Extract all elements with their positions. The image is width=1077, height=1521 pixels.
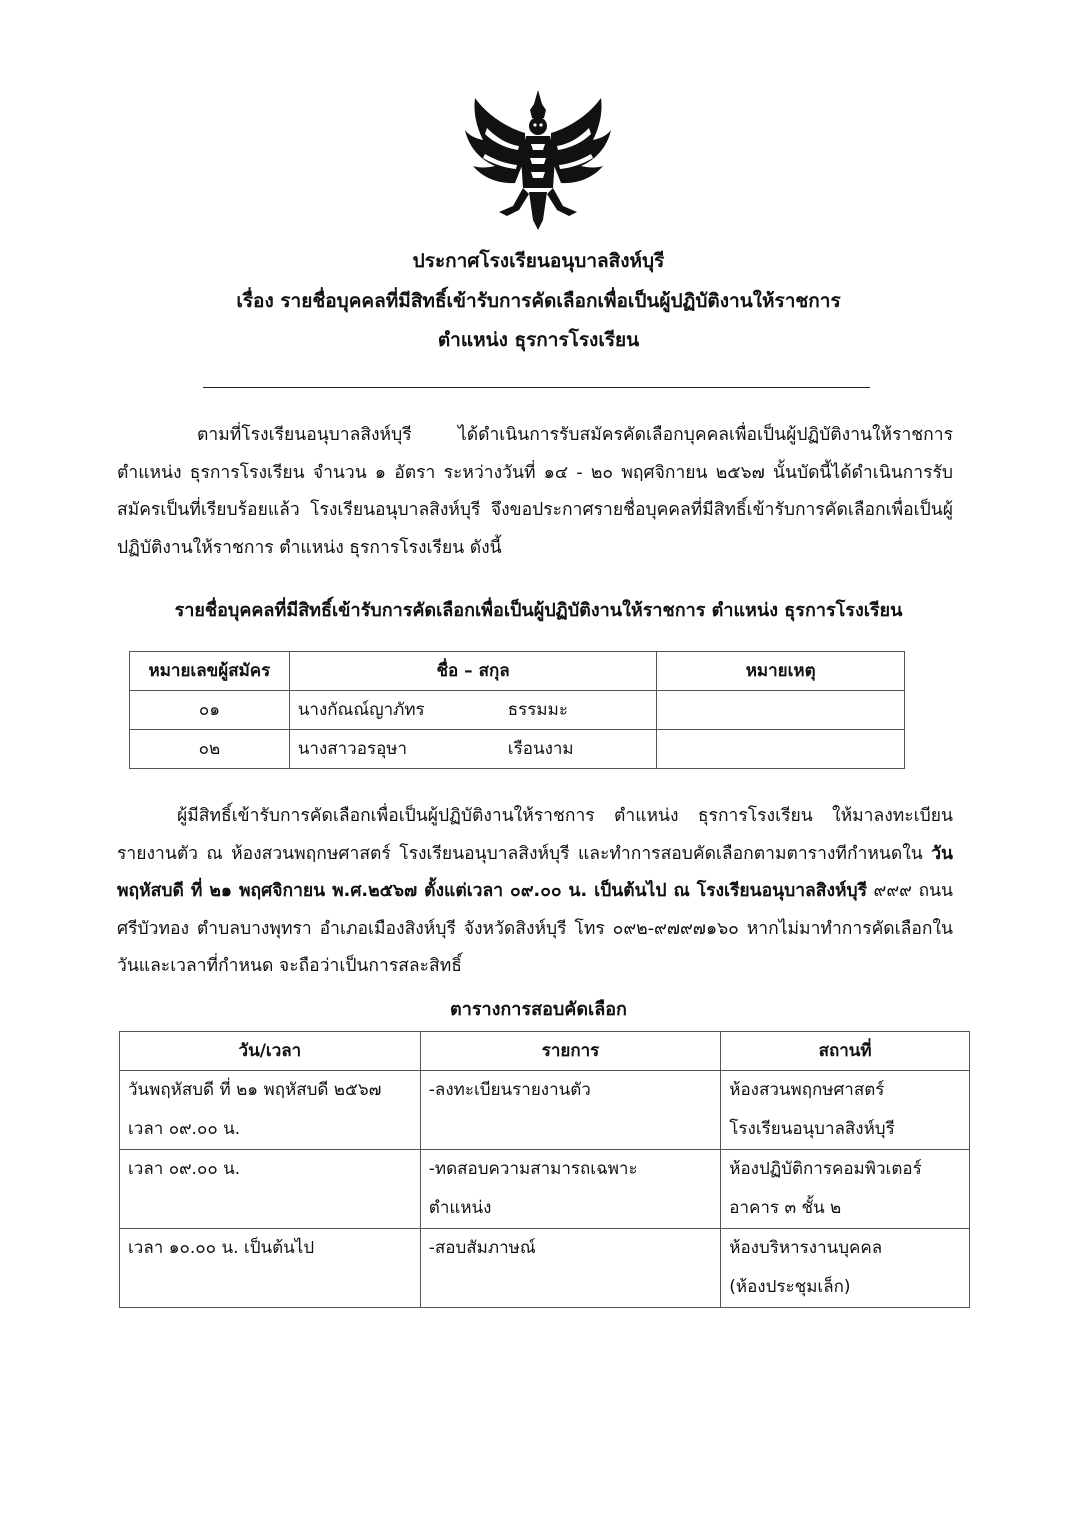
header-divider — [203, 387, 870, 388]
item-line: -ทดสอบความสามารถเฉพาะ — [428, 1159, 638, 1179]
candidates-table-title: รายชื่อบุคคลที่มีสิทธิ์เข้ารับการคัดเลือกเพื่อเป็นผู้ปฏิบัติงานให้ราชการ ตำแหน่ง ธุรการโรงเรียน — [174, 600, 903, 621]
announcement-subject: เรื่อง รายชื่อบุคคลที่มีสิทธิ์เข้ารับการคัดเลือกเพื่อเป็นผู้ปฏิบัติงานให้ราชการ — [236, 290, 841, 312]
table-row — [120, 1229, 970, 1308]
time-line: เวลา ๑๐.๐๐ น. เป็นต้นไป — [128, 1238, 315, 1258]
table-row — [120, 1150, 970, 1229]
place-line: ห้องปฏิบัติการคอมพิวเตอร์ — [729, 1159, 922, 1179]
time-line: เวลา ๐๙.๐๐ น. — [128, 1119, 241, 1139]
header-activity: รายการ — [420, 1032, 720, 1071]
schedule-item — [420, 1150, 720, 1229]
time-line: เวลา ๐๙.๐๐ น. — [128, 1159, 241, 1179]
schedule-place — [721, 1229, 970, 1308]
instructions-paragraph — [117, 798, 953, 986]
instructions-address: ๙๙๙ ถนนศรีบัวทอง ตำบลบางพุทรา อำเภอเมืองสิงห์บุรี จังหวัดสิงห์บุรี โทร ๐๙๒-๙๗๙๗๑๖๐ หากไม่มาทำการคัดเลือกในวันและเวลาที่กำหนด จะถือว่าเป็นการสละสิทธิ์ — [117, 881, 953, 976]
applicant-no: ๐๑ — [130, 691, 290, 730]
first-name: นางสาวอรอุษา — [297, 739, 408, 759]
garuda-emblem-icon — [463, 88, 613, 233]
table-row — [130, 730, 905, 769]
place-line: อาคาร ๓ ชั้น ๒ — [729, 1198, 842, 1218]
schedule-time — [120, 1229, 421, 1308]
place-line: โรงเรียนอนุบาลสิงห์บุรี — [729, 1119, 895, 1139]
first-name: นางกัณณ์ญาภัทร — [297, 700, 425, 720]
time-line: วันพฤหัสบดี ที่ ๒๑ พฤหัสบดี ๒๕๖๗ — [128, 1080, 382, 1100]
item-line: ตำแหน่ง — [428, 1198, 492, 1218]
applicant-no: ๐๒ — [130, 730, 290, 769]
header-remark: หมายเหตุ — [657, 652, 905, 691]
schedule-table — [119, 1031, 970, 1308]
item-line: -ลงทะเบียนรายงานตัว — [428, 1080, 591, 1100]
schedule-place — [721, 1071, 970, 1150]
table-row — [120, 1071, 970, 1150]
applicant-name — [289, 691, 657, 730]
applicant-name — [289, 730, 657, 769]
candidates-header-row — [130, 652, 905, 691]
announcement-position: ตำแหน่ง ธุรการโรงเรียน — [437, 329, 640, 351]
schedule-item — [420, 1071, 720, 1150]
header-applicant-no: หมายเลขผู้สมัคร — [130, 652, 290, 691]
header-datetime: วัน/เวลา — [120, 1032, 421, 1071]
applicant-remark — [657, 691, 905, 730]
surname: เรือนงาม — [507, 739, 574, 759]
announcement-title: ประกาศโรงเรียนอนุบาลสิงห์บุรี — [412, 250, 665, 272]
schedule-table-title: ตารางการสอบคัดเลือก — [450, 999, 627, 1020]
place-line: ห้องบริหารงานบุคคล — [729, 1238, 883, 1258]
intro-paragraph — [117, 417, 953, 567]
header-location: สถานที่ — [721, 1032, 970, 1071]
header-full-name: ชื่อ – สกุล — [289, 652, 657, 691]
intro-text: ตามที่โรงเรียนอนุบาลสิงห์บุรี ได้ดำเนินการรับสมัครคัดเลือกบุคคลเพื่อเป็นผู้ปฏิบัติงานให้ราชการ ตำแหน่ง ธุรการโรงเรียน จำนวน ๑ อัตรา ระหว่างวันที่ ๑๔ - ๒๐ พฤศจิกายน ๒๕๖๗ นั้นบัดนี้ได้ดำเนินการรับสมัครเป็นที่เรียบร้อยแล้ว โรงเรียนอนุบาลสิงห์บุรี จึงขอประกาศรายชื่อบุคคลที่มีสิทธิ์เข้ารับการคัดเลือกเพื่อเป็นผู้ปฏิบัติงานให้ราชการ ตำแหน่ง ธุรการโรงเรียน ดังนี้ — [117, 425, 953, 558]
schedule-item — [420, 1229, 720, 1308]
applicant-remark — [657, 730, 905, 769]
place-line: (ห้องประชุมเล็ก) — [729, 1277, 851, 1297]
place-line: ห้องสวนพฤกษศาสตร์ — [729, 1080, 885, 1100]
surname: ธรรมมะ — [507, 700, 568, 720]
schedule-place — [721, 1150, 970, 1229]
candidates-table — [129, 651, 905, 769]
table-row — [130, 691, 905, 730]
schedule-header-row — [120, 1032, 970, 1071]
schedule-time — [120, 1071, 421, 1150]
instructions-text: ผู้มีสิทธิ์เข้ารับการคัดเลือกเพื่อเป็นผู้ปฏิบัติงานให้ราชการ ตำแหน่ง ธุรการโรงเรียน ให้มาลงทะเบียนรายงานตัว ณ ห้องสวนพฤกษศาสตร์ โรงเรียนอนุบาลสิงห์บุรี และทำการสอบคัดเลือกตามตารางทีกำหนดใน — [117, 806, 953, 864]
schedule-time — [120, 1150, 421, 1229]
item-line: -สอบสัมภาษณ์ — [428, 1238, 536, 1258]
instructions-date-bold: วันพฤหัสบดี ที่ ๒๑ พฤศจิกายน พ.ศ.๒๕๖๗ ตั้งแต่เวลา ๐๙.๐๐ น. เป็นต้นไป ณ โรงเรียนอนุบาลสิงห์บุรี — [117, 843, 953, 901]
